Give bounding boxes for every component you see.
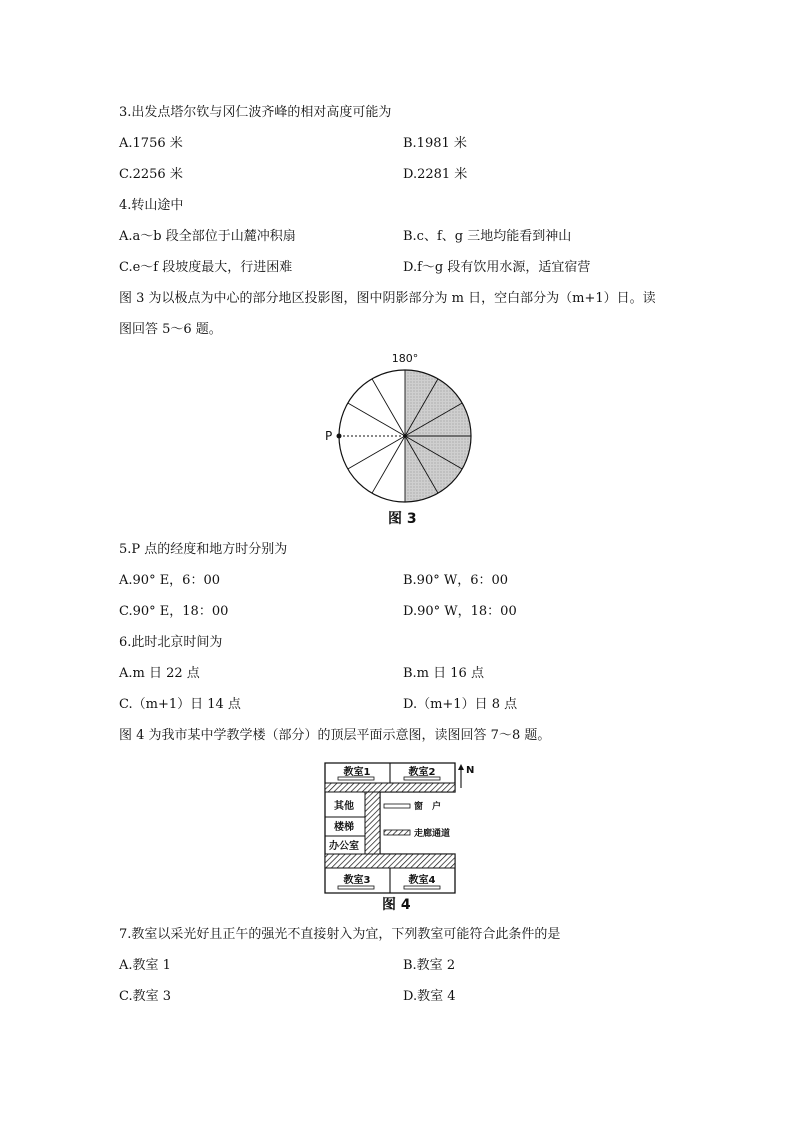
q5-option-d: D.90° W，18：00 <box>403 604 517 619</box>
figure-4-corridor-bottom <box>325 854 455 868</box>
q6-option-b: B.m 日 16 点 <box>403 666 484 681</box>
figure-4-room3-label: 教室3 <box>343 875 371 886</box>
figure-4-other-label: 其他 <box>334 801 354 812</box>
q7-option-d: D.教室 4 <box>403 989 456 1004</box>
q4-option-b: B.c、f、g 三地均能看到神山 <box>403 229 572 244</box>
q3-option-b: B.1981 米 <box>403 136 467 151</box>
figure-3-top-label: 180° <box>391 352 419 365</box>
q7-stem: 7.教室以采光好且正午的强光不直接射入为宜，下列教室可能符合此条件的是 <box>119 927 561 942</box>
q6-stem: 6.此时北京时间为 <box>119 635 223 650</box>
intro-5-6-line2: 图回答 5～6 题。 <box>119 322 222 337</box>
q5-stem: 5.P 点的经度和地方时分别为 <box>119 542 288 557</box>
q4-option-d: D.f～g 段有饮用水源，适宜宿营 <box>403 260 591 275</box>
figure-4-room4-label: 教室4 <box>408 875 436 886</box>
figure-3-caption: 图 3 <box>388 511 417 527</box>
intro-7-8-line1: 图 4 为我市某中学教学楼（部分）的顶层平面示意图，读图回答 7～8 题。 <box>119 728 551 743</box>
q3-option-d: D.2281 米 <box>403 167 468 182</box>
q7-option-a: A.教室 1 <box>119 958 171 973</box>
q5-option-b: B.90° W，6：00 <box>403 573 509 588</box>
figure-4-legend-window-swatch <box>384 804 410 808</box>
q4-stem: 4.转山途中 <box>119 198 184 213</box>
figure-4-corridor-vertical <box>365 792 380 854</box>
intro-5-6-line1: 图 3 为以极点为中心的部分地区投影图，图中阴影部分为 m 日，空白部分为（m+1）日。读 <box>119 291 656 306</box>
q6-option-d: D.（m+1）日 8 点 <box>403 697 518 712</box>
q7-option-b: B.教室 2 <box>403 958 456 973</box>
figure-4-room1-label: 教室1 <box>343 767 371 778</box>
figure-4-window-room4 <box>404 886 440 889</box>
figure-3-polar-diagram <box>320 348 480 508</box>
q7-option-c: C.教室 3 <box>119 989 172 1004</box>
figure-4-legend-window-label: 窗 户 <box>414 802 442 812</box>
figure-4-office-label: 办公室 <box>329 841 359 852</box>
q6-option-c: C.（m+1）日 14 点 <box>119 697 241 712</box>
q4-option-a: A.a～b 段全部位于山麓冲积扇 <box>119 229 296 244</box>
figure-4-room2-label: 教室2 <box>408 767 436 778</box>
figure-4-corridor-top <box>325 783 455 792</box>
figure-4-floor-plan <box>320 760 480 900</box>
q5-option-a: A.90° E，6：00 <box>119 573 220 588</box>
q4-option-c: C.e～f 段坡度最大，行进困难 <box>119 260 293 275</box>
figure-4-legend-corridor-label: 走廊通道 <box>414 829 451 839</box>
q3-stem: 3.出发点塔尔钦与冈仁波齐峰的相对高度可能为 <box>119 105 392 120</box>
figure-4-caption: 图 4 <box>382 897 411 913</box>
q6-option-a: A.m 日 22 点 <box>119 666 200 681</box>
figure-3-point-p-label: P <box>325 429 333 443</box>
figure-4-north-label: N <box>466 765 475 776</box>
figure-3-point-p-marker <box>337 434 342 439</box>
figure-4-stairs-label: 楼梯 <box>334 822 354 833</box>
figure-4-window-room3 <box>338 886 374 889</box>
q3-option-c: C.2256 米 <box>119 167 183 182</box>
q5-option-c: C.90° E，18：00 <box>119 604 229 619</box>
figure-4-legend-corridor-swatch <box>384 830 410 835</box>
q3-option-a: A.1756 米 <box>119 136 183 151</box>
